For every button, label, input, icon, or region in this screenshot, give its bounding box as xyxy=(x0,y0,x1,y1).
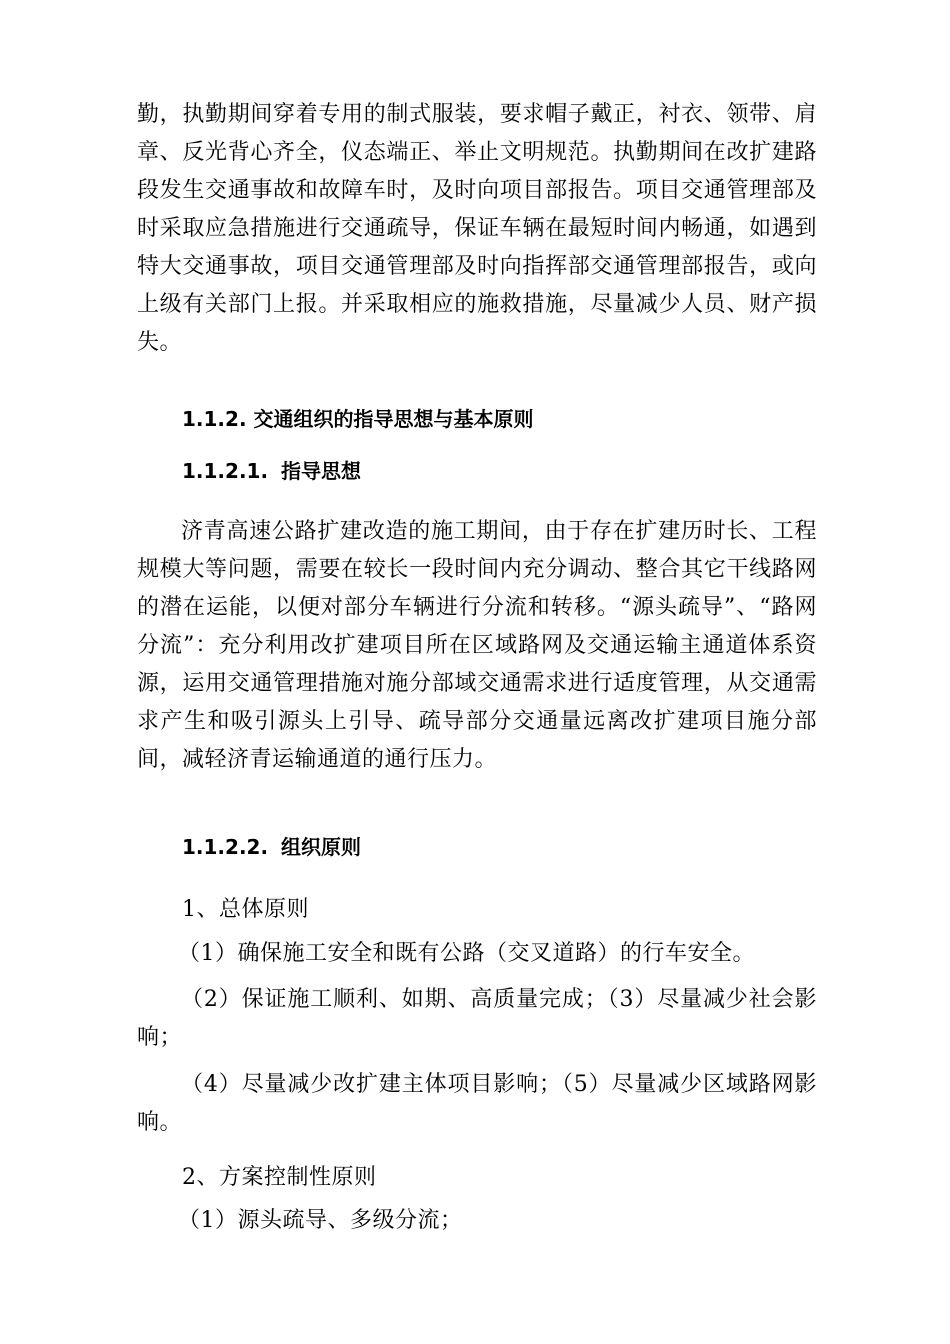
heading-1-1-2 xyxy=(182,404,534,434)
list-item-construction-social: （2）保证施工顺利、如期、高质量完成；（3）尽量减少社会影响； xyxy=(137,987,817,1050)
list-item-project-network: （4）尽量减少改扩建主体项目影响；（5）尽量减少区域路网影响。 xyxy=(137,1072,817,1135)
heading-title: 组织原则 xyxy=(280,835,361,859)
list-heading-overall-principles: 1、总体原则 xyxy=(182,897,309,922)
paragraph-duty-description: 勤，执勤期间穿着专用的制式服装，要求帽子戴正，衬衣、领带、肩章、反光背心齐全，仪态端正、举止文明规范。执勤期间在改扩建路段发生交通事故和故障车时，及时向项目部报告。项目交通管理部及时采取应急措施进行交通疏导，保证车辆在最短时间内畅通，如遇到特大交通事故，项目交通管理部及时向指挥部交通管理部报告，或向上级有关部门上报。并采取相应的施救措施，尽量减少人员、财产损失。 xyxy=(137,102,817,355)
list-item-safety: （1）确保施工安全和既有公路（交叉道路）的行车安全。 xyxy=(178,941,755,966)
heading-number: 1.1.2.1. xyxy=(182,459,269,483)
heading-1-1-2-1 xyxy=(182,456,361,486)
heading-number: 1.1.2. xyxy=(182,407,247,431)
heading-title: 交通组织的指导思想与基本原则 xyxy=(253,407,534,431)
list-heading-scheme-principles: 2、方案控制性原则 xyxy=(182,1165,377,1190)
heading-title: 指导思想 xyxy=(280,459,361,483)
heading-number: 1.1.2.2. xyxy=(182,835,269,859)
list-item-source-diversion: （1）源头疏导、多级分流； xyxy=(178,1208,463,1233)
heading-1-1-2-2 xyxy=(182,832,361,862)
paragraph-guiding-ideology: 济青高速公路扩建改造的施工期间，由于存在扩建历时长、工程规模大等问题，需要在较长一段时间内充分调动、整合其它干线路网的潜在运能，以便对部分车辆进行分流和转移。“源头疏导”、“路网分流”：充分利用改扩建项目所在区域路网及交通运输主通道体系资源，运用交通管理措施对施分部域交通需求进行适度管理，从交通需求产生和吸引源头上引导、疏导部分交通量远离改扩建项目施分部间，减轻济青运输通道的通行压力。 xyxy=(137,519,817,772)
